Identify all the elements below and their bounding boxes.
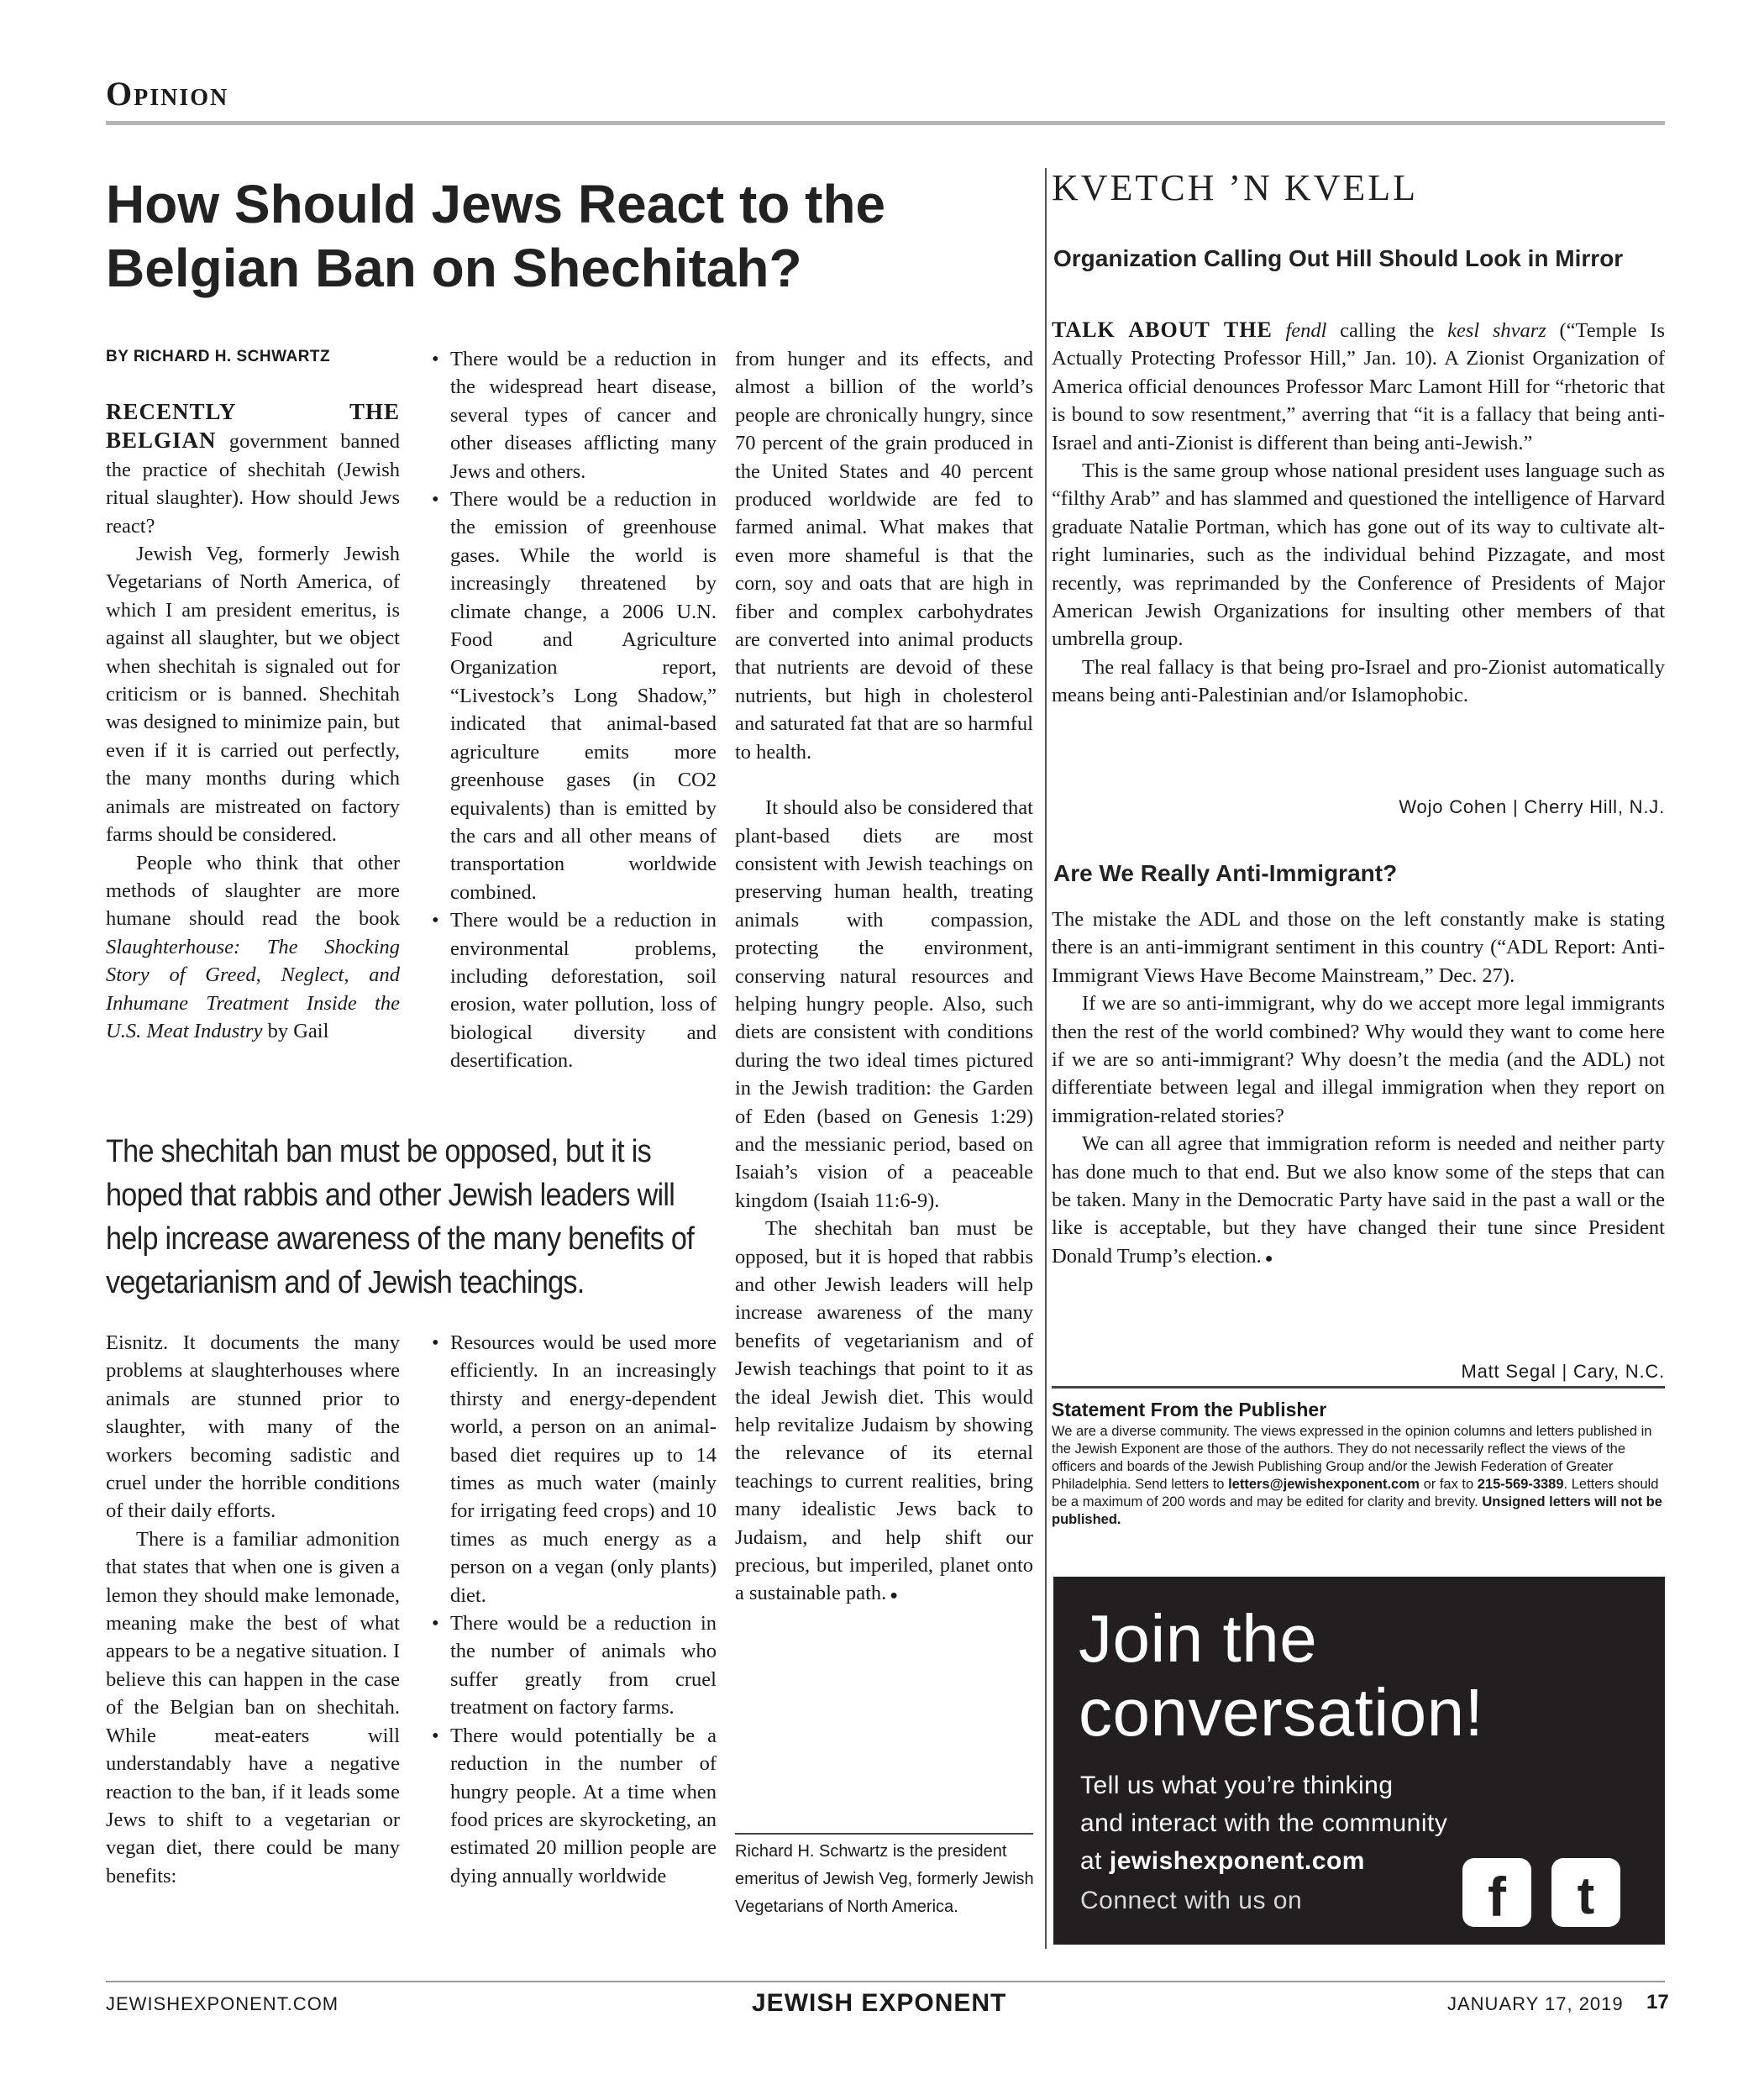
- article-column-3: [735, 345, 1033, 1610]
- paragraph: TALK ABOUT THE fendl calling the kesl shvarz (“Temple Is Actually Protecting Professor Hill,” Jan. 10). A Zionist Organization of America official denounces Professor Marc Lamont Hill for “rhetoric that is bound to sow resentment,” averring that “it is a fallacy that being anti-Israel and anti-Zionist is different than being anti-Jewish.”: [1052, 318, 1666, 454]
- letter-headline: Organization Calling Out Hill Should Look in Mirror: [1053, 245, 1624, 271]
- list-item: • There would be a reduction in the widespread heart disease, several types of cancer and other diseases afflicting many Jews and others.: [450, 345, 717, 486]
- paragraph: Eisnitz. It documents the many problems at slaughterhouses where animals are stunned prior to slaughter, with many of the workers becoming sadistic and cruel under the horrible conditions of their daily efforts.: [106, 1331, 400, 1523]
- publisher-statement: [1052, 1386, 1665, 1529]
- paragraph: This is the same group whose national president uses language such as “filthy Arab” and has slammed and questioned the intelligence of Harvard graduate Natalie Portman, which has gone out of its way to cultivate alt-right luminaries, such as the individual behind Pizzagate, and most recently, was reprimanded by the Conference of Presidents of Major American Jewish Organizations for insulting other members of that umbrella group.: [1052, 459, 1665, 651]
- pull-quote: The shechitah ban must be opposed, but it is hoped that rabbis and other Jewish leaders will help increase awareness of the many benefits of vegetarianism and of Jewish teachings.: [106, 1134, 695, 1300]
- list-item: • There would be a reduction in environmental problems, including deforestation, soil erosion, water pollution, loss of biological diversity and desertification.: [450, 906, 717, 1074]
- author-bio: Richard H. Schwartz is the president emeritus of Jewish Veg, formerly Jewish Vegetarians of North America.: [735, 1842, 1034, 1916]
- lead-in: RECENTLY THE BELGIAN: [106, 399, 400, 454]
- paragraph: Jewish Veg, formerly Jewish Vegetarians of North America, of which I am president emeritus, is against all slaughter, but we object when shechitah is signaled out for criticism or is banned. Shechitah was designed to minimize pain, but even if it is carried out perfectly, the many months during which animals are mistreated on factory farms should be considered.: [106, 543, 400, 847]
- article-column-2-top: [428, 345, 717, 1075]
- benefits-list: [428, 1329, 717, 1890]
- paragraph: It should also be considered that plant-based diets are most consistent with Jewish teachings on preserving human health, treating animals with compassion, protecting the environment, conserving natural resources and helping hungry people. Also, such diets are consistent with conditions during the two ideal times pictured in the Jewish tradition: the Garden of Eden (based on Genesis 1:29) and the messianic period, based on Isaiah’s vision of a peaceable kingdom (Isaiah 11:6-9).: [735, 796, 1033, 1212]
- website-link[interactable]: jewishexponent.com: [1109, 1847, 1365, 1875]
- paragraph: There is a familiar admonition that states that when one is given a lemon they should make lemonade, meaning make the best of what appears to be a negative situation. I believe this can happen in the case of the Belgian ban on shechitah. While meat-eaters will understandably have a negative reaction to the ban, if it leads some Jews to shift to a vegetarian or vegan diet, there could be many benefits:: [106, 1527, 400, 1887]
- list-item: • There would be a reduction in the emission of greenhouse gases. While the world is increasingly threatened by climate change, a 2006 U.N. Food and Agriculture Organization report, “Livestock’s Long Shadow,” indicated that animal-based agriculture emits more greenhouse gases (in CO2 equivalents) than is emitted by the cars and all other means of transportation worldwide combined.: [450, 486, 717, 906]
- paragraph: We can all agree that immigration reform is needed and neither party has done much to that end. But we also know some of the steps that can be taken. Many in the Democratic Party have said in the past a wall or the like is acceptable, but they have changed their tune since President Donald Trump’s election. ●: [1052, 1130, 1665, 1273]
- promo-title: Join the conversation!: [1079, 1601, 1484, 1750]
- section-label: Opinion: [106, 75, 229, 113]
- list-item: • There would be a reduction in the number of animals who suffer greatly from cruel treatment on factory farms.: [450, 1609, 717, 1722]
- issue-date: JANUARY 17, 2019: [1447, 1993, 1624, 2014]
- list-item: • Resources would be used more efficiently. In an increasingly thirsty and energy-dependent world, a person on an animal-based diet requires up to 14 times as much water (mainly for irrigating feed crops) and 10 times as much energy as a person on a vegan (only plants) diet.: [450, 1329, 717, 1609]
- article-headline: How Should Jews React to the Belgian Ban on Shechitah?: [106, 174, 886, 298]
- promo-line: Connect with us on: [1080, 1887, 1303, 1914]
- page-number: 17: [1646, 1991, 1669, 2013]
- benefits-list: [428, 345, 717, 1075]
- top-rule: [106, 121, 1665, 125]
- paragraph: The real fallacy is that being pro-Israel and pro-Zionist automatically means being anti-Palestinian and/or Islamophobic.: [1052, 655, 1665, 707]
- paragraph: from hunger and its effects, and almost a billion of the world’s people are chronically hungry, since 70 percent of the grain produced in the United States and 40 percent produced worldwide are fed to farmed animal. What makes that even more shameful is that the corn, soy and oats that are high in fiber and complex carbohydrates are converted into animal products that nutrients are devoid of these nutrients, but high in cholesterol and saturated fat that are so harmful to health.: [735, 348, 1033, 764]
- column-divider: [1045, 168, 1047, 1949]
- promo-line: Tell us what you’re thinking: [1080, 1772, 1394, 1799]
- publication-name: JEWISH EXPONENT: [752, 1989, 1007, 2017]
- letter-1-body: [1052, 316, 1665, 710]
- publisher-statement-text: We are a diverse community. The views expressed in the opinion columns and letters published in the Jewish Exponent are those of the authors. They do not necessarily reflect the views of the officers and boards of the Jewish Publishing Group and/or the Jewish Federation of Greater Philadelphia. Send letters to letters@jewishexponent.com or fax to 215-569-3389. Letters should be a maximum of 200 words and may be edited for clarity and brevity. Unsigned letters will not be published.: [1052, 1424, 1662, 1527]
- facebook-icon[interactable]: f: [1462, 1858, 1531, 1927]
- lead-in: TALK ABOUT THE: [1052, 318, 1273, 342]
- article-column-1-top: [106, 398, 400, 1045]
- byline: BY RICHARD H. SCHWARTZ: [106, 348, 331, 365]
- twitter-icon[interactable]: t: [1551, 1858, 1620, 1927]
- promo-line: and interact with the community: [1080, 1809, 1448, 1837]
- list-item: • There would potentially be a reduction in the number of hungry people. At a time when food prices are skyrocketing, an estimated 20 million people are dying annually worldwide: [450, 1722, 717, 1890]
- footer-website[interactable]: JEWISHEXPONENT.COM: [106, 1993, 339, 2014]
- letter-signature: Wojo Cohen | Cherry Hill, N.J.: [1399, 796, 1665, 817]
- unsigned-notice: Unsigned letters will not be published.: [1052, 1494, 1662, 1527]
- letters-email[interactable]: letters@jewishexponent.com: [1228, 1477, 1420, 1492]
- fax-number: 215-569-3389: [1477, 1477, 1564, 1492]
- letter-signature: Matt Segal | Cary, N.C.: [1461, 1361, 1665, 1382]
- kvetch-section-title: KVETCH ’N KVELL: [1052, 167, 1419, 208]
- book-title: Slaughterhouse: The Shocking Story of Greed, Neglect, and Inhumane Treatment Inside the U.S. Meat Industry: [106, 935, 400, 1042]
- promo-line: at jewishexponent.com: [1080, 1847, 1365, 1875]
- letter-headline: Are We Really Anti-Immigrant?: [1053, 860, 1398, 886]
- publisher-statement-title: Statement From the Publisher: [1052, 1399, 1327, 1420]
- author-bio-rule: [735, 1833, 1033, 1835]
- paragraph: The shechitah ban must be opposed, but it is hoped that rabbis and other Jewish leaders will help increase awareness of the many benefits of vegetarianism and of Jewish teachings that point to it as the ideal Jewish diet. This would help revitalize Judaism by showing the relevance of its eternal teachings to current realities, bring many idealistic Jews back to Judaism, and help shift our precious, but imperiled, planet onto a sustainable path. ●: [735, 1215, 1033, 1610]
- paragraph: The mistake the ADL and those on the left constantly make is stating there is an anti-immigrant sentiment in this country (“ADL Report: Anti-Immigrant Views Have Become Mainstream,” Dec. 27).: [1052, 908, 1665, 987]
- article-column-2-bottom: [428, 1329, 717, 1890]
- letter-2-body: [1052, 906, 1665, 1273]
- footer-rule: [106, 1981, 1665, 1982]
- join-conversation-promo: [1053, 1577, 1665, 1945]
- paragraph: If we are so anti-immigrant, why do we accept more legal immigrants then the rest of the world combined? Why would they want to come here if we are so anti-immigrant? Why doesn’t the media (and the ADL) not differentiate between legal and illegal immigration when they report on immigration-related stories?: [1052, 992, 1665, 1127]
- paragraph: RECENTLY THE BELGIAN government banned the practice of shechitah (Jewish ritual slaughter). How should Jews react?: [106, 399, 400, 538]
- article-column-1-bottom: [106, 1329, 400, 1890]
- paragraph: People who think that other methods of slaughter are more humane should read the book Slaughterhouse: The Shocking Story of Greed, Neglect, and Inhumane Treatment Inside the U.S. Meat Industry by Gail: [106, 851, 400, 1042]
